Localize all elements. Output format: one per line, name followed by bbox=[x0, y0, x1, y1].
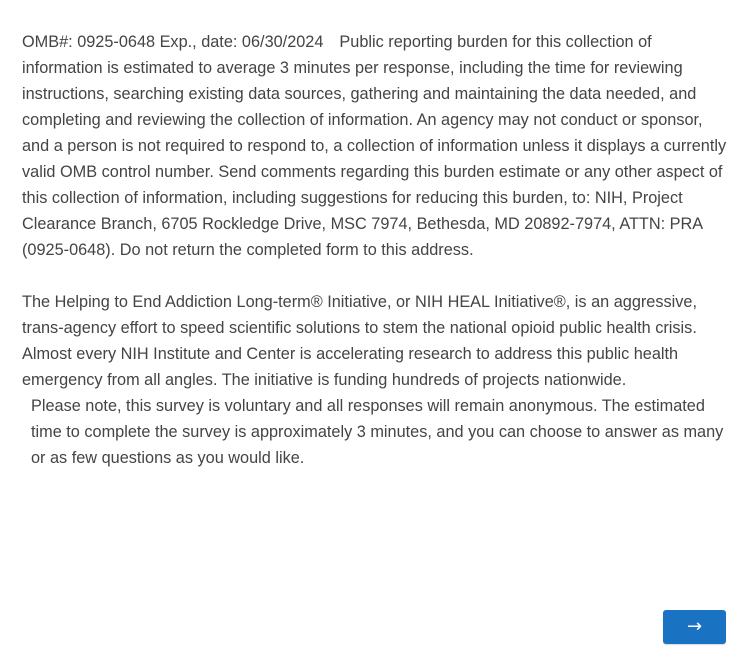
survey-note: Please note, this survey is voluntary and all responses will remain anonymous. The estimated time to complete the survey is approximately 3 minutes, and you can choose to answer as many or as few questions as you would like. bbox=[31, 397, 724, 467]
heal-description: The Helping to End Addiction Long-term® Initiative, or NIH HEAL Initiative®, is an aggressive, trans-agency effort to speed scientific solutions to stem the national opioid public health crisis. Almost every NIH Institute and Center is accelerating research to address this public health emergency from all angles. The initiative is funding hundreds of projects nationwide. bbox=[22, 293, 697, 389]
next-button[interactable]: → bbox=[663, 610, 726, 644]
paragraph-spacer bbox=[22, 263, 728, 289]
survey-intro-text bbox=[22, 29, 728, 471]
omb-code: OMB#: 0925-0648 Exp., date: 06/30/2024 bbox=[22, 33, 324, 51]
omb-burden-paragraph bbox=[22, 29, 728, 263]
burden-statement: Public reporting burden for this collection of information is estimated to average 3 minutes per response, including the time for reviewing instructions, searching existing data sources, gathering and maintaining the data needed, and completing and reviewing the collection of information. An agency may not conduct or sponsor, and a person is not required to respond to, a collection of information unless it displays a currently valid OMB control number. Send comments regarding this burden estimate or any other aspect of this collection of information, including suggestions for reducing this burden, to: NIH, Project Clearance Branch, 6705 Rockledge Drive, MSC 7974, Bethesda, MD 20892-7974, ATTN: PRA (0925-0648). Do not return the completed form to this address. bbox=[22, 33, 727, 259]
